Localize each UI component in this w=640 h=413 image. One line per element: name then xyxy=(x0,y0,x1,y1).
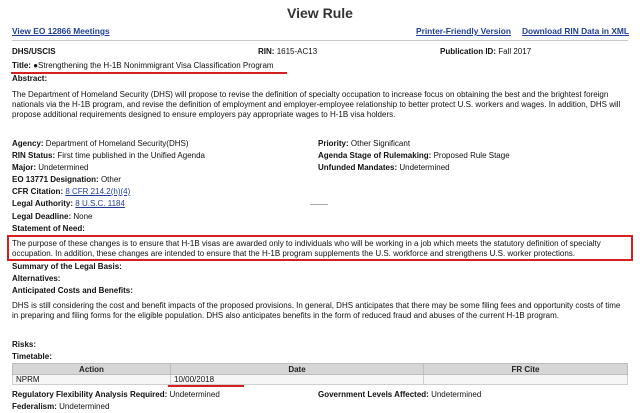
separator-dash xyxy=(310,204,328,205)
federalism-label: Federalism: xyxy=(12,402,57,411)
printer-friendly-link[interactable]: Printer-Friendly Version xyxy=(416,26,511,36)
date-highlight-underline xyxy=(168,385,244,387)
rin-status-label: RIN Status: xyxy=(12,151,56,160)
eo-meetings-link[interactable]: View EO 12866 Meetings xyxy=(12,26,110,36)
timetable-table xyxy=(12,363,628,385)
timetable-label: Timetable: xyxy=(12,352,52,361)
agency-label: Agency: xyxy=(12,139,44,148)
timetable-cell-fr-cite xyxy=(424,375,628,385)
rfa-label: Regulatory Flexibility Analysis Required: xyxy=(12,390,168,399)
rin-status-value: First time published in the Unified Agenda xyxy=(57,151,205,160)
rfa-value: Undetermined xyxy=(169,390,220,399)
title-highlight-underline xyxy=(11,72,287,74)
priority-label: Priority: xyxy=(318,139,349,148)
unfunded-mandates-value: Undetermined xyxy=(399,163,450,172)
eo-designation-value: Other xyxy=(100,175,121,184)
table-row xyxy=(13,375,628,385)
rule-title-value: ●Strengthening the H-1B Nonimmigrant Visa Classification Program xyxy=(33,61,274,70)
legal-deadline-label: Legal Deadline: xyxy=(12,212,72,221)
rin-value: 1615-AC13 xyxy=(276,47,318,56)
statement-of-need-text: The purpose of these changes is to ensure that H-1B visas are awarded only to individuals who will be working in a job which meets the statutory definition of specialty occupation. In addition, these changes are intended to ensure that the H-1B program supplements the U.S. workforce and strengthens U.S. worker protections. xyxy=(12,239,601,258)
costs-benefits-label: Anticipated Costs and Benefits: xyxy=(12,286,133,295)
agency-value: Department of Homeland Security(DHS) xyxy=(45,139,189,148)
timetable-header-fr-cite: FR Cite xyxy=(424,364,628,375)
costs-benefits-text: DHS is still considering the cost and benefit impacts of the proposed provisions. In general, DHS anticipates that there may be some filing fees and opportunity costs of time in preparing and filing forms for the eligible population. DHS also anticipates benefits in the form of reduced fraud and abuses of the current H-1B program. xyxy=(12,301,621,321)
cfr-citation-link[interactable]: 8 CFR 214.2(h)(4) xyxy=(65,187,131,196)
timetable-cell-action: NPRM xyxy=(13,375,171,385)
abstract-label: Abstract: xyxy=(12,74,48,83)
page-title: View Rule xyxy=(287,5,353,21)
legal-authority-label: Legal Authority: xyxy=(12,199,74,208)
gov-levels-label: Government Levels Affected: xyxy=(318,390,429,399)
agenda-stage-value: Proposed Rule Stage xyxy=(433,151,510,160)
major-value: Undetermined xyxy=(38,163,89,172)
legal-basis-label: Summary of the Legal Basis: xyxy=(12,262,122,271)
agenda-stage-field xyxy=(318,151,510,161)
legal-deadline-field xyxy=(12,212,92,222)
abstract-text: The Department of Homeland Security (DHS) will propose to revise the definition of specialty occupation to increase focus on obtaining the best and the brightest foreign nationals via the H-1B program, and revise the definition of employment and employer-employee relationship to better protect U.S. workers and wages. In addition, DHS will propose additional requirements designed to ensure employers pay appropriate wages to H-1B visa holders. xyxy=(12,90,621,120)
statement-of-need-label: Statement of Need: xyxy=(12,224,85,233)
rin-field xyxy=(258,47,317,57)
legal-deadline-value: None xyxy=(73,212,93,221)
download-xml-link[interactable]: Download RIN Data in XML xyxy=(522,26,630,36)
rule-title-label: Title: xyxy=(12,61,31,70)
rin-label: RIN: xyxy=(258,47,275,56)
gov-levels-field xyxy=(318,390,481,400)
unfunded-mandates-label: Unfunded Mandates: xyxy=(318,163,398,172)
header-divider xyxy=(12,40,628,41)
agency-field xyxy=(12,139,189,149)
timetable-cell-date: 10/00/2018 xyxy=(171,375,424,385)
federalism-field xyxy=(12,402,109,412)
cfr-citation-field xyxy=(12,187,130,197)
alternatives-label: Alternatives: xyxy=(12,274,61,283)
major-label: Major: xyxy=(12,163,36,172)
legal-authority-field xyxy=(12,199,125,209)
cfr-citation-label: CFR Citation: xyxy=(12,187,64,196)
timetable-header-action: Action xyxy=(13,364,171,375)
timetable-header-date: Date xyxy=(171,364,424,375)
federalism-value: Undetermined xyxy=(59,402,110,411)
unfunded-mandates-field xyxy=(318,163,450,173)
risks-label: Risks: xyxy=(12,340,37,349)
timetable-header-row xyxy=(13,364,628,375)
legal-authority-link[interactable]: 8 U.S.C. 1184 xyxy=(75,199,125,208)
priority-value: Other Significant xyxy=(350,139,411,148)
rfa-field xyxy=(12,390,220,400)
publication-field xyxy=(440,47,531,57)
agency-code: DHS/USCIS xyxy=(12,47,56,56)
agenda-stage-label: Agenda Stage of Rulemaking: xyxy=(318,151,432,160)
rin-status-field xyxy=(12,151,205,161)
rule-title-field xyxy=(12,61,274,71)
gov-levels-value: Undetermined xyxy=(431,390,482,399)
major-field xyxy=(12,163,88,173)
eo-designation-label: EO 13771 Designation: xyxy=(12,175,99,184)
publication-label: Publication ID: xyxy=(440,47,496,56)
publication-value: Fall 2017 xyxy=(498,47,532,56)
eo-designation-field xyxy=(12,175,121,185)
priority-field xyxy=(318,139,410,149)
